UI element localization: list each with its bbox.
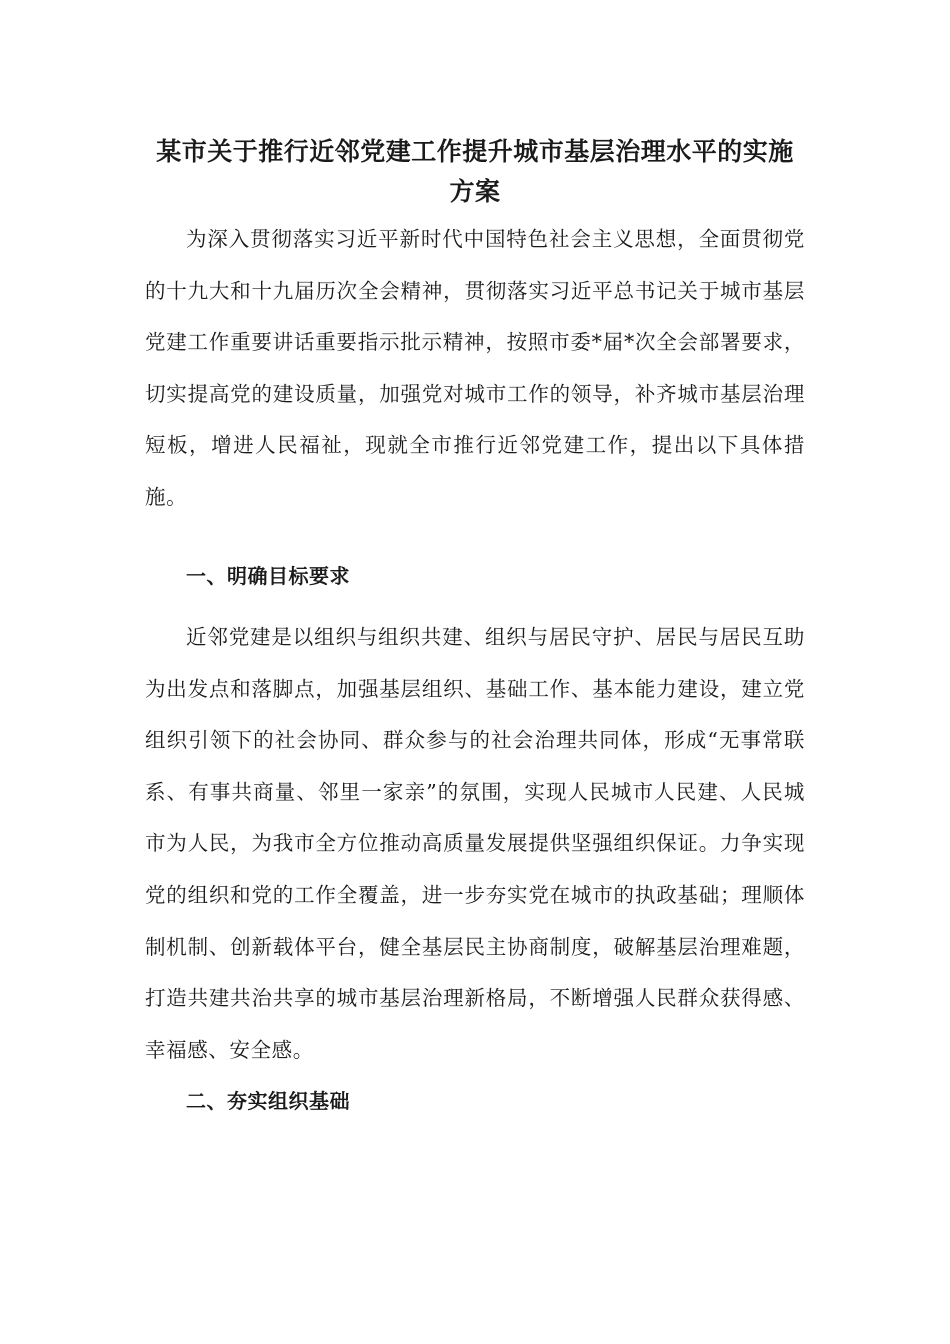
title-line-1: 某市关于推行近邻党建工作提升城市基层治理水平的实施	[156, 137, 794, 166]
section-2-heading: 二、夯实组织基础	[186, 1089, 350, 1113]
section-1-heading: 一、明确目标要求	[186, 564, 350, 588]
intro-paragraph: 为深入贯彻落实习近平新时代中国特色社会主义思想，全面贯彻党的十九大和十九届历次全会精神，贯彻落实习近平总书记关于城市基层党建工作重要讲话重要指示批示精神，按照市委*届*次全会部署要求，切实提高党的建设质量，加强党对城市工作的领导，补齐城市基层治理短板，增进人民福祉，现就全市推行近邻党建工作，提出以下具体措施。	[145, 227, 805, 509]
title-line-2: 方案	[449, 177, 501, 206]
document-title	[145, 132, 805, 212]
section-1-paragraph: 近邻党建是以组织与组织共建、组织与居民守护、居民与居民互助为出发点和落脚点，加强基层组织、基础工作、基本能力建设，建立党组织引领下的社会协同、群众参与的社会治理共同体，形成“无事常联系、有事共商量、邻里一家亲”的氛围，实现人民城市人民建、人民城市为人民，为我市全方位推动高质量发展提供坚强组织保证。力争实现党的组织和党的工作全覆盖，进一步夯实党在城市的执政基础；理顺体制机制、创新载体平台，健全基层民主协商制度，破解基层治理难题，打造共建共治共享的城市基层治理新格局，不断增强人民群众获得感、幸福感、安全感。	[145, 625, 805, 1062]
